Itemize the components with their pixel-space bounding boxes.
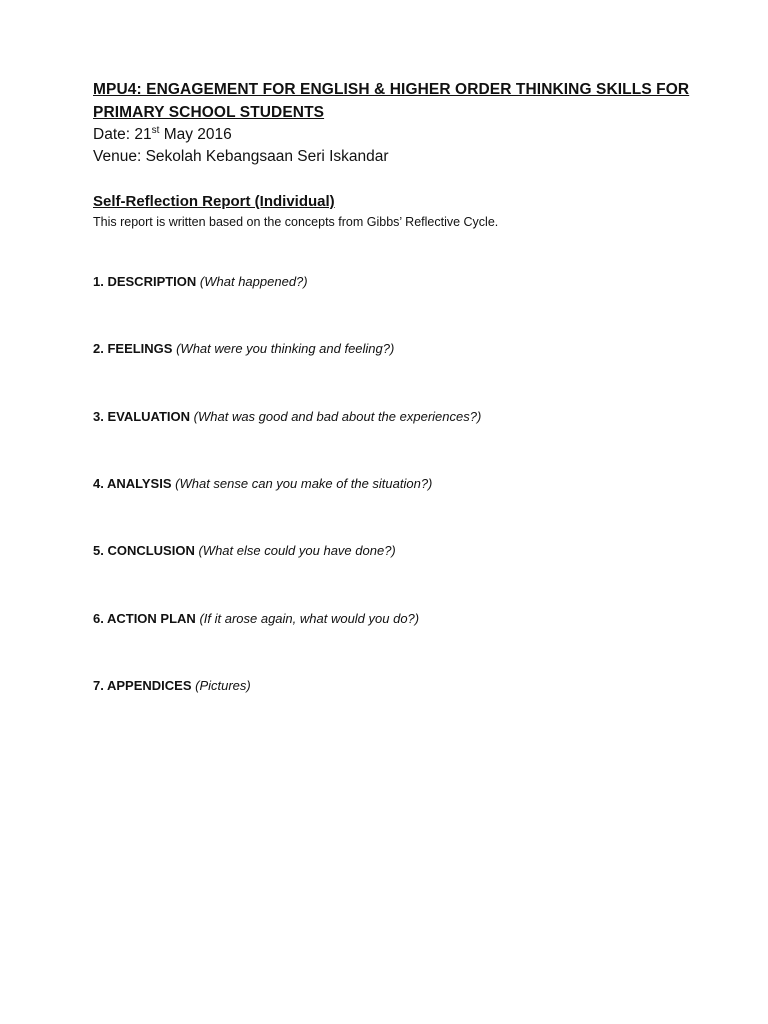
- section-label: 3. EVALUATION: [93, 409, 191, 424]
- section-conclusion: [93, 542, 396, 560]
- event-date-prefix: Date: 21: [93, 126, 152, 143]
- section-label: 4. ANALYSIS: [93, 476, 172, 491]
- report-heading: Self-Reflection Report (Individual): [93, 193, 335, 210]
- document-title-line-1: MPU4: ENGAGEMENT FOR ENGLISH & HIGHER ORDER THINKING SKILLS FOR: [93, 81, 690, 98]
- section-label: 7. APPENDICES: [93, 678, 192, 693]
- section-hint: (If it arose again, what would you do?): [199, 611, 420, 626]
- report-intro: This report is written based on the concepts from Gibbs’ Reflective Cycle.: [93, 215, 499, 229]
- section-hint: (What happened?): [199, 274, 308, 289]
- document-title: [93, 78, 693, 124]
- event-date: [93, 124, 693, 146]
- document-title-line-2: PRIMARY SCHOOL STUDENTS: [93, 104, 325, 121]
- section-label: 6. ACTION PLAN: [93, 611, 196, 626]
- section-appendices: [93, 677, 251, 695]
- section-hint: (Pictures): [195, 678, 251, 693]
- section-hint: (What was good and bad about the experiences?): [193, 409, 482, 424]
- section-label: 2. FEELINGS: [93, 341, 173, 356]
- section-analysis: [93, 475, 432, 493]
- section-evaluation: [93, 408, 481, 426]
- section-hint: (What were you thinking and feeling?): [176, 341, 395, 356]
- section-feelings: [93, 340, 394, 358]
- section-hint: (What sense can you make of the situation?): [175, 476, 433, 491]
- section-label: 5. CONCLUSION: [93, 543, 195, 558]
- event-venue: Venue: Sekolah Kebangsaan Seri Iskandar: [93, 148, 389, 165]
- section-hint: (What else could you have done?): [198, 543, 396, 558]
- section-action-plan: [93, 610, 419, 628]
- section-label: 1. DESCRIPTION: [93, 274, 197, 289]
- section-description: [93, 273, 308, 291]
- event-date-ordinal: st: [151, 124, 160, 136]
- event-date-suffix: May 2016: [159, 126, 232, 143]
- document-body: [93, 78, 693, 693]
